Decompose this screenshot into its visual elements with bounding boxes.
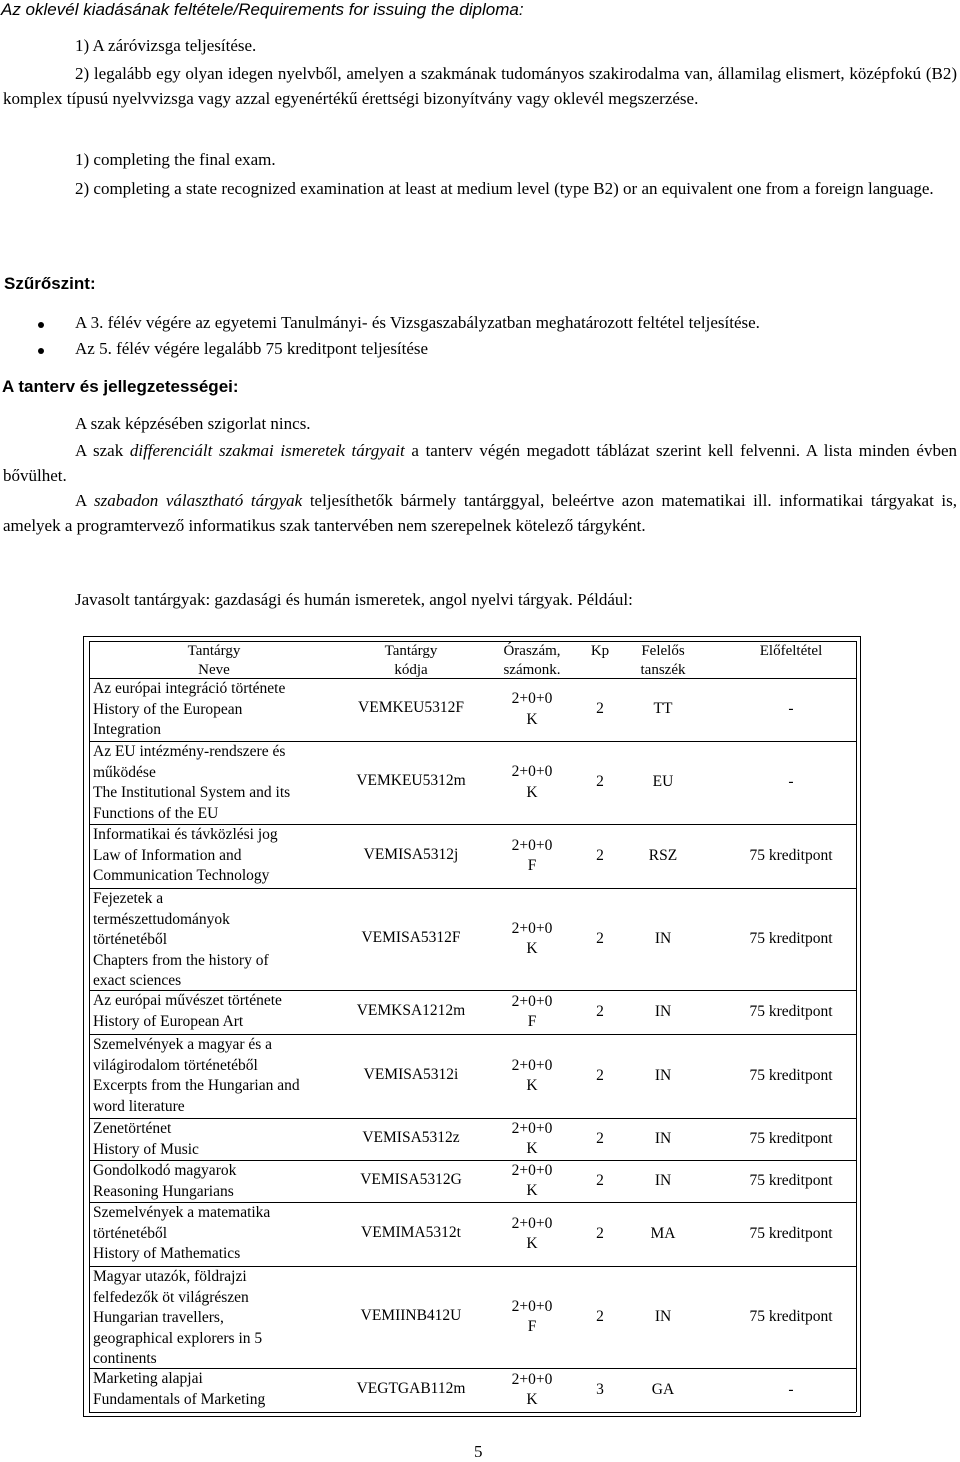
subject-name-line: Integration (93, 721, 162, 738)
subject-name-line: Fundamentals of Marketing (93, 1390, 266, 1408)
curriculum-paragraph-3 (3, 488, 957, 538)
cell-hours (489, 836, 575, 877)
subject-name-line: Functions of the EU (93, 804, 219, 822)
subject-name-line: Excerpts from the Hungarian and (93, 1077, 300, 1094)
cell-prerequisite: 75 kreditpont (749, 1307, 833, 1325)
subject-name-line: Communication Technology (93, 867, 270, 884)
p3-end: teljesíthetők bármely tantárggyal, beleértve azon matematikai ill. informatikai tárgyakat is, amelyek a programtervező informatikus szak tantervében nem szerepelnek kötelező tárgyként. (3, 491, 958, 535)
hours-line: F (527, 857, 537, 874)
hours-line: 2+0+0 (511, 1161, 553, 1179)
header-kp (584, 642, 616, 661)
cell-prerequisite: 75 kreditpont (749, 1224, 833, 1242)
header-hours (489, 642, 575, 680)
requirements-title: Az oklevél kiadásának feltétele/Requirements for issuing the diploma: (1, 0, 524, 19)
subject-name-line: geographical explorers in 5 (93, 1329, 263, 1347)
cell-prerequisite: 75 kreditpont (749, 929, 833, 947)
hours-line: K (526, 710, 538, 728)
subject-name-line: Marketing alapjai (93, 1370, 203, 1387)
hu-requirement-1: 1) A záróvizsga teljesítése. (75, 36, 257, 55)
subject-name-line: Reasoning Hungarians (93, 1182, 234, 1200)
header-name-line-2: Neve (198, 662, 230, 678)
cell-subject-name (93, 1119, 341, 1160)
header-hours-line-2: számonk. (503, 662, 561, 678)
subject-name-line: Magyar utazók, földrajzi (93, 1268, 247, 1285)
hours-line: 2+0+0 (511, 1297, 553, 1315)
cell-kp: 2 (596, 1171, 604, 1189)
curriculum-line-1: A szak képzésében szigorlat nincs. (75, 414, 311, 433)
hours-line: K (526, 783, 538, 801)
subject-name-line: History of Mathematics (93, 1245, 241, 1262)
cell-subject-name (93, 679, 341, 741)
cell-kp: 3 (596, 1380, 604, 1398)
subject-name-line: Chapters from the history of (93, 951, 269, 969)
filter-bullet-2: Az 5. félév végére legalább 75 kreditpont teljesítése (75, 339, 429, 358)
cell-kp: 2 (596, 1129, 604, 1147)
header-dept-line-2: tanszék (640, 662, 686, 678)
cell-subject-code: VEMISA5312i (363, 1065, 459, 1083)
header-prereq-line: Előfeltétel (759, 643, 823, 659)
cell-kp: 2 (596, 846, 604, 864)
hours-line: 2+0+0 (511, 1056, 553, 1074)
subject-name-line: működése (93, 763, 156, 781)
cell-kp: 2 (596, 929, 604, 947)
cell-hours (489, 1161, 575, 1202)
subject-name-line: történetéből (93, 931, 168, 948)
cell-subject-name (93, 1267, 341, 1370)
header-name (89, 642, 339, 680)
p2-start: A szak (75, 441, 130, 460)
subject-name-line: continents (93, 1350, 157, 1367)
cell-department: IN (654, 1129, 672, 1147)
cell-subject-code: VEMKEU5312F (358, 699, 464, 717)
cell-prerequisite: - (788, 1380, 794, 1398)
cell-kp: 2 (596, 700, 604, 718)
page-number: 5 (474, 1442, 483, 1461)
hours-line: K (526, 1391, 538, 1408)
cell-subject-name (93, 1203, 341, 1265)
subject-name-line: természettudományok (93, 910, 230, 928)
cell-subject-name (93, 742, 341, 824)
cell-prerequisite: 75 kreditpont (749, 1066, 833, 1084)
cell-department: MA (650, 1224, 676, 1242)
cell-subject-code: VEMISA5312G (360, 1170, 462, 1188)
cell-department: GA (651, 1380, 675, 1398)
header-kp-line: Kp (590, 643, 610, 659)
subject-name-line: Szemelvények a matematika (93, 1204, 271, 1221)
cell-prerequisite: 75 kreditpont (749, 1171, 833, 1189)
subject-name-line: Zenetörténet (93, 1120, 172, 1137)
en-requirement-1: 1) completing the final exam. (75, 150, 276, 169)
curriculum-heading: A tanterv és jellegzetességei: (2, 377, 239, 396)
cell-subject-name (93, 1369, 341, 1410)
hours-line: K (526, 940, 538, 957)
cell-subject-code: VEMISA5312F (361, 928, 461, 946)
cell-hours (489, 919, 575, 960)
cell-hours (489, 1370, 575, 1411)
cell-department: IN (654, 929, 672, 947)
p2-italic: differenciált szakmai ismeretek tárgyait (129, 441, 405, 460)
table-right-rule (856, 641, 857, 1412)
subject-name-line: felfedezők öt világrészen (93, 1288, 249, 1306)
cell-hours (489, 689, 575, 730)
cell-kp: 2 (596, 773, 604, 791)
table-left-rule (89, 641, 90, 1412)
cell-prerequisite: 75 kreditpont (749, 1129, 833, 1147)
header-code-line-2: kódja (394, 662, 428, 678)
cell-subject-name (93, 1161, 341, 1202)
hours-line: F (527, 1318, 537, 1335)
bullet-icon (38, 348, 44, 354)
cell-kp: 2 (596, 1066, 604, 1084)
header-name-line-1: Tantárgy (187, 643, 241, 659)
hours-line: K (526, 1235, 538, 1252)
subject-name-line: History of European Art (93, 1012, 244, 1030)
header-dept-line-1: Felelős (641, 643, 685, 659)
table-bottom-rule (89, 1412, 856, 1413)
cell-subject-code: VEMIMA5312t (361, 1223, 461, 1241)
cell-subject-code: VEGTGAB112m (356, 1379, 466, 1397)
hours-line: 2+0+0 (511, 690, 553, 707)
cell-department: IN (654, 1066, 672, 1084)
subject-name-line: Gondolkodó magyarok (93, 1162, 237, 1179)
cell-hours (489, 762, 575, 803)
en-requirement-2: 2) completing a state recognized examination at least at medium level (type B2) or an equivalent one from a foreign language. (75, 179, 934, 198)
subject-name-line: Informatikai és távközlési jog (93, 826, 278, 843)
cell-hours (489, 992, 575, 1033)
hours-line: F (527, 1013, 537, 1030)
header-code-line-1: Tantárgy (384, 643, 438, 659)
p3-italic: szabadon választható tárgyak (93, 491, 303, 510)
subject-name-line: Fejezetek a (93, 890, 164, 907)
cell-subject-name (93, 991, 341, 1032)
subject-name-line: Az európai művészet története (93, 992, 282, 1009)
subject-name-line: word literature (93, 1097, 185, 1115)
header-hours-line-1: Óraszám, (503, 643, 561, 659)
filter-heading: Szűrőszint: (4, 274, 96, 293)
cell-subject-code: VEMKSA1212m (356, 1001, 466, 1019)
bullet-icon (38, 322, 44, 328)
cell-prerequisite: 75 kreditpont (749, 1002, 833, 1020)
p3-start: A (75, 491, 94, 510)
header-prereq (716, 642, 866, 661)
hours-line: 2+0+0 (511, 836, 553, 854)
cell-prerequisite: 75 kreditpont (749, 846, 833, 864)
p2-end: a tanterv végén megadott táblázat szerint kell felvenni. A lista minden évben bővülhet. (3, 441, 958, 485)
subject-name-line: The Institutional System and its (93, 784, 291, 801)
hours-line: 2+0+0 (511, 1214, 553, 1232)
cell-hours (489, 1214, 575, 1255)
subject-name-line: világirodalom történetéből (93, 1056, 258, 1074)
curriculum-paragraph-2 (3, 439, 957, 488)
subject-name-line: történetéből (93, 1224, 168, 1242)
subject-name-line: History of Music (93, 1140, 199, 1158)
subject-name-line: Law of Information and (93, 846, 242, 864)
cell-prerequisite: - (788, 773, 794, 791)
cell-kp: 2 (596, 1002, 604, 1020)
hours-line: K (526, 1077, 538, 1094)
cell-subject-name (93, 889, 341, 992)
subject-name-line: History of the European (93, 700, 243, 718)
cell-subject-name (93, 1035, 341, 1117)
hours-line: 2+0+0 (511, 919, 553, 937)
hours-line: 2+0+0 (511, 763, 553, 780)
cell-kp: 2 (596, 1307, 604, 1325)
cell-prerequisite: - (788, 700, 794, 718)
hours-line: K (526, 1140, 538, 1157)
cell-hours (489, 1056, 575, 1097)
cell-department: RSZ (648, 846, 678, 864)
cell-subject-name (93, 825, 341, 887)
cell-kp: 2 (596, 1224, 604, 1242)
hours-line: K (526, 1182, 538, 1199)
cell-department: TT (653, 700, 673, 718)
subject-name-line: Hungarian travellers, (93, 1309, 224, 1326)
cell-department: IN (654, 1307, 672, 1325)
cell-subject-code: VEMISA5312j (363, 845, 459, 863)
filter-bullet-1: A 3. félév végére az egyetemi Tanulmányi- és Vizsgaszabályzatban meghatározott feltétel teljesítése. (75, 313, 760, 332)
header-dept (625, 642, 701, 680)
suggested-subjects: Javasolt tantárgyak: gazdasági és humán ismeretek, angol nyelvi tárgyak. Például: (75, 590, 633, 609)
hours-line: 2+0+0 (511, 1119, 553, 1137)
subject-name-line: Szemelvények a magyar és a (93, 1036, 273, 1053)
cell-hours (489, 1297, 575, 1338)
hours-line: 2+0+0 (511, 992, 553, 1010)
cell-hours (489, 1119, 575, 1160)
cell-department: EU (652, 773, 674, 791)
hu-requirement-2: 2) legalább egy olyan idegen nyelvből, amelyen a szakmának tudományos szakirodalma van, államilag elismert, középfokú (B2) komplex típusú nyelvvizsga vagy azzal egyenértékű érettségi bizonyítvány vagy oklevél megszerzése. (3, 64, 957, 108)
cell-subject-code: VEMISA5312z (362, 1128, 460, 1146)
subject-name-line: Az EU intézmény-rendszere és (93, 743, 286, 760)
cell-department: IN (654, 1171, 672, 1189)
cell-subject-code: VEMKEU5312m (356, 772, 466, 790)
cell-subject-code: VEMIINB412U (360, 1306, 462, 1324)
cell-department: IN (654, 1002, 672, 1020)
subject-name-line: Az európai integráció története (93, 680, 286, 697)
header-code (341, 642, 481, 680)
hours-line: 2+0+0 (511, 1370, 553, 1388)
subject-name-line: exact sciences (93, 972, 182, 989)
